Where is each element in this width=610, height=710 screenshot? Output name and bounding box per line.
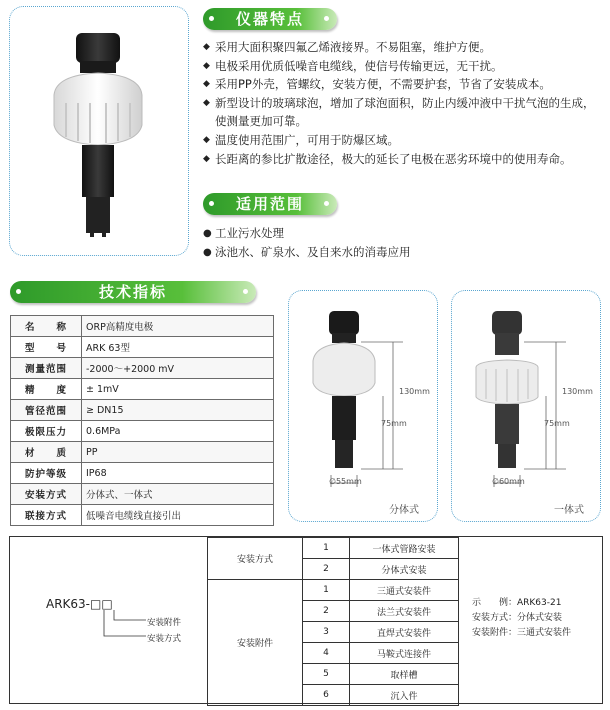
specs-title: 技术指标 xyxy=(10,281,256,303)
integral-electrode-drawing xyxy=(452,291,600,521)
row-name: 沉入件 xyxy=(350,685,459,706)
spec-key: 型 号 xyxy=(11,337,82,358)
row-name: 一体式管路安装 xyxy=(350,538,459,559)
spec-table xyxy=(10,315,274,526)
integral-height-total: 130mm xyxy=(562,387,593,396)
table-row xyxy=(208,538,459,559)
row-no: 1 xyxy=(303,538,350,559)
table-row xyxy=(11,421,274,442)
spec-value: 分体式、一体式 xyxy=(82,484,274,505)
example-line: 示 例：ARK63-21 xyxy=(472,598,562,608)
features-title: 仪器特点 xyxy=(203,8,337,30)
product-photo-frame xyxy=(9,6,189,256)
group-accessory: 安装附件 xyxy=(208,580,303,706)
spec-value: -2000～+2000 mV xyxy=(82,358,274,379)
application-item: ● 泳池水、矿泉水、及自来水的消毒应用 xyxy=(203,243,411,262)
row-no: 5 xyxy=(303,664,350,685)
row-name: 法兰式安装件 xyxy=(350,601,459,622)
spec-key: 极限压力 xyxy=(11,421,82,442)
spec-value: ORP高精度电极 xyxy=(82,316,274,337)
spec-value: ARK 63型 xyxy=(82,337,274,358)
row-name: 马鞍式连接件 xyxy=(350,643,459,664)
row-no: 2 xyxy=(303,559,350,580)
feature-item: ◆ 采用PP外壳，管螺纹，安装方便，不需要护套，节省了安装成本。 xyxy=(203,75,603,94)
table-row xyxy=(11,484,274,505)
electrode-photo xyxy=(10,7,188,255)
spec-value: PP xyxy=(82,442,274,463)
table-row xyxy=(11,316,274,337)
example-line: 安装附件：三通式安装件 xyxy=(472,628,572,638)
spec-key: 管径范围 xyxy=(11,400,82,421)
integral-diameter: ∅60mm xyxy=(492,477,525,486)
table-row xyxy=(11,505,274,526)
split-height-lower: 75mm xyxy=(381,419,407,428)
row-name: 三通式安装件 xyxy=(350,580,459,601)
integral-diagram-frame xyxy=(451,290,601,522)
split-diagram-frame xyxy=(288,290,438,522)
table-row xyxy=(11,337,274,358)
feature-item: ◆ 新型设计的玻璃球泡，增加了球泡面积，防止内缓冲液中干扰气泡的生成，使测量更加可靠。 xyxy=(203,94,603,131)
spec-value: IP68 xyxy=(82,463,274,484)
spec-key: 安装方式 xyxy=(11,484,82,505)
spec-value: ≥ DN15 xyxy=(82,400,274,421)
split-caption: 分体式 xyxy=(389,505,419,516)
table-row xyxy=(11,400,274,421)
feature-item: ◆ 电极采用优质低噪音电缆线，使信号传输更远，无干扰。 xyxy=(203,57,603,76)
spec-key: 测量范围 xyxy=(11,358,82,379)
table-row xyxy=(11,379,274,400)
spec-key: 防护等级 xyxy=(11,463,82,484)
table-row xyxy=(11,463,274,484)
spec-value: 低噪音电缆线直接引出 xyxy=(82,505,274,526)
spec-key: 联接方式 xyxy=(11,505,82,526)
row-name: 直焊式安装件 xyxy=(350,622,459,643)
features-list xyxy=(203,38,603,168)
application-item: ● 工业污水处理 xyxy=(203,224,411,243)
spec-key: 精 度 xyxy=(11,379,82,400)
applications-list xyxy=(203,224,411,262)
row-name: 取样槽 xyxy=(350,664,459,685)
row-no: 2 xyxy=(303,601,350,622)
install-table xyxy=(207,537,459,706)
feature-item: ◆ 温度使用范围广，可用于防爆区域。 xyxy=(203,131,603,150)
spec-value: ± 1mV xyxy=(82,379,274,400)
row-no: 3 xyxy=(303,622,350,643)
row-no: 1 xyxy=(303,580,350,601)
spec-value: 0.6MPa xyxy=(82,421,274,442)
integral-caption: 一体式 xyxy=(554,505,584,516)
split-electrode-drawing xyxy=(289,291,437,521)
row-no: 4 xyxy=(303,643,350,664)
order-code-connectors xyxy=(90,608,150,644)
example-block xyxy=(472,596,571,641)
scope-title: 适用范围 xyxy=(203,193,337,215)
row-no: 6 xyxy=(303,685,350,706)
table-row xyxy=(208,580,459,601)
spec-key: 名 称 xyxy=(11,316,82,337)
group-method: 安装方式 xyxy=(208,538,303,580)
feature-item: ◆ 采用大面积聚四氟乙烯液接界。不易阻塞，维护方便。 xyxy=(203,38,603,57)
integral-height-lower: 75mm xyxy=(544,419,570,428)
order-code: ARK63-□□ xyxy=(46,597,113,611)
table-row xyxy=(11,442,274,463)
spec-key: 材 质 xyxy=(11,442,82,463)
split-diameter: ∅55mm xyxy=(329,477,362,486)
feature-item: ◆ 长距离的参比扩散途径，极大的延长了电极在恶劣环境中的使用寿命。 xyxy=(203,150,603,169)
label-method: 安装方式 xyxy=(147,634,182,644)
row-name: 分体式安装 xyxy=(350,559,459,580)
label-accessory: 安装附件 xyxy=(147,618,182,628)
example-line: 安装方式：分体式安装 xyxy=(472,613,563,623)
table-row xyxy=(11,358,274,379)
split-height-total: 130mm xyxy=(399,387,430,396)
